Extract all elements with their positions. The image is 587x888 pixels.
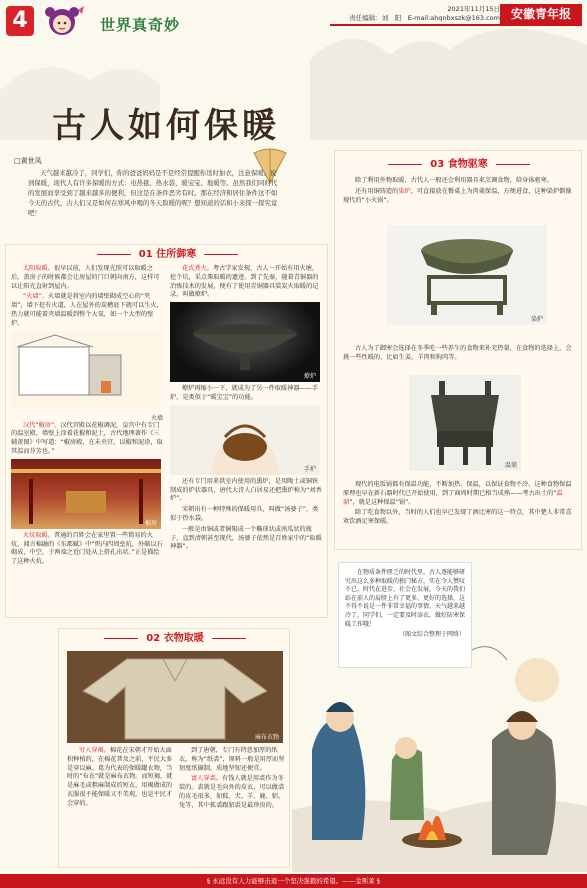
section-01-heading: 01 住所御寒 [6, 247, 329, 263]
bronze-brazier-icon [170, 302, 320, 382]
wen-ding-caption: 温鼎 [504, 462, 517, 469]
para-sun-heat: 太阳取暖。很早以前，人们发现光照可以取暖之后，盖房子的时候都会让房屋的门口朝向南方，这样可以让阳光直射到屋内。 [11, 265, 160, 290]
brazier-image [170, 302, 320, 382]
hand-warmer-icon [170, 405, 320, 475]
column-title: 世界真奇妙 [100, 16, 181, 34]
section-02-heading: 02 衣物取暖 [59, 631, 291, 647]
section-03-heading: 03 食物驱寒 [335, 157, 583, 173]
pepper-room-image [11, 459, 161, 529]
section-02-left-column [67, 747, 175, 811]
para-paper-clothes: 到了唐朝，专门有特意加厚的纸衣，称为“纸裘”，原料一般是用厚而坚韧度纸辗制，质地坚韧还便宜。 [179, 747, 285, 772]
section-01-right-column [170, 265, 324, 554]
ran-lu-stove-icon [387, 225, 547, 325]
linen-robe-icon [67, 651, 283, 743]
section-03-text-mid [343, 345, 575, 365]
para-brazier: 花式煮火。考古学家发现，古人一开始有用火塘，挖个坑，采点柴取暖的遗迹。到了先秦，随着青铜器的冶炼技术的发展，便有了使用青铜器具装炭火取暖的记录，叫做燎炉。 [170, 265, 319, 299]
para-hand-warmer: 燎炉再缩小一下，就成为了另一件取暖神器——手炉，是类似于“暖宝宝”的功能。 [170, 385, 319, 401]
fire-wall-diagram [11, 331, 161, 409]
section-02-panel [58, 628, 290, 868]
wen-ding-image [409, 375, 521, 471]
section-03-text-bottom [343, 481, 575, 529]
wen-ding-vessel-icon [409, 375, 521, 471]
article-title: 古人如何保暖 [52, 106, 280, 146]
linen-clothes-caption: 麻布衣物 [254, 734, 279, 741]
footer-quote: § 永远没有人力能够击退一个坚决强毅的希望。——金斯莱 § [0, 874, 587, 888]
pepper-room-caption: 椒房 [144, 519, 157, 527]
editor-info: 责任编辑：刘 阳 E-mail:ahqnbxszk@163.com [349, 14, 500, 22]
closing-text: 在物质条件匮乏的时代里，古人逐能够研究出这么多种取暖的独门秘方，实在令人赞叹不已。时代在进步，社会在发展，今天的我们站在前人的肩膀上有了更多、更好的选择，这不得不说是一件非常幸福的事情，天气越来越冷了，同学们，一定要及时添衣，做好防寒保暖工作哦！ [345, 569, 466, 628]
para-poor-clothes: 穷人穿褐。棉花在宋朝才开始大面积种植的，在棉花普及之前，平民大多是穿以麻、葛为代表的保暖罐衣物，当时的“布衣”就是麻布衣物。而短褐，就是麻毛或粗麻制成的短衣，用褐做成的衣服很不能保暖又不美观，也是平民才会穿的。 [67, 747, 173, 807]
hand-warmer-caption: 手炉 [303, 465, 316, 473]
header-rule [330, 24, 582, 26]
linen-clothes-image [67, 651, 283, 743]
newspaper-name: 安徽青年报 [500, 4, 582, 24]
para-rice-cooker: 现代的电饭锅都有保温功能，不断加热、保温，以保证食物不冷。这种食物保温原理也早在新石器时代已开始使用，到了商周时期已相当成熟——考古出土的“温鼎”，就是这种保温“锅”。 [343, 481, 572, 506]
para-warm-foods: 古人为了御寒会选择在冬季吃一些养生的食物来补充热量，在食物的选择上，会挑一些性暖的，比如生姜、羊肉和狗肉等。 [343, 345, 572, 361]
para-rich-clothes: 富人穿裘。有钱人就是用裘作为冬装的。裘就是毛向外的皮衣，可以做裘的皮毛很多，如狐、犬、羊、鹿、貂、兔等，其中狐裘跟貂裘是最珍贵的。 [179, 775, 285, 809]
section-01-left-column [11, 265, 163, 569]
article-intro: 天气越来越冷了，同学们，你的爸爸妈妈是不是经常提醒你迭时加衣，注意保暖。说到保暖，现代人有许多保暖的方式：电热毯、热水袋、暖宝宝、地暖等。虽然我们同时代的发展而享受到了越来越多的便利，但这是在条件恶劣有时。那在经济和居住条件这不如今天的古代，古人们又是如何在寒风中喝的冬天取暖的呢？想知道的话和小来探一探究竟吧！ [28, 169, 278, 217]
hand-warmer-image [170, 405, 320, 475]
closing-source: （图文综合整理于网络） [398, 631, 465, 639]
fire-wall-caption: 火墙 [150, 414, 163, 422]
fire-gathering-illustration [292, 640, 587, 872]
cartoon-girl-icon [38, 2, 94, 40]
para-incense-burner: 还有专门用来供室内使用的熏炉，是用陶土或铜铁制成的炉状器具，唐代大诗人白居易还把熏炉称为“刘香炉”。 [170, 477, 322, 503]
brazier-caption: 燎炉 [303, 373, 316, 381]
section-02-right-column [179, 747, 285, 813]
ran-lu-image [387, 225, 547, 325]
para-kang: 火炕取暖。普通的百姓会在家里置一些简易的火炕，闻言棉融的《东都赋》中“炽内四周垒炕，外砌以石砌成，中空，于两端之近门处从上搭孔出状。”正是描绘了这种火炕。 [11, 531, 163, 566]
issue-meta [330, 4, 500, 22]
issue-date: 2021年11月15日 [447, 5, 500, 13]
para-fire-wall: “火墙”。火墙就是将室内的墙壁砌成空心的“夹墙”，墙下挖有火道，人在屋外的炭槽底下就可以生火，热力就可能着夹墙温暖到整个大氧，如一个大型的壁炉。 [11, 293, 163, 327]
para-ran-lu: 还有用铜铸造的染炉，可直接放在餐桌上为肉羹保温，方便进食，这种染炉倒像现代的“小火锅”。 [343, 187, 572, 204]
para-tangpozi: 宋朝出有一种特殊的保暖用具，叫做“汤婆子”，类似于热水袋。 [170, 506, 319, 522]
page-number: 4 [6, 6, 34, 36]
section-01-panel [5, 244, 328, 618]
section-03-text-top [343, 177, 575, 207]
article-author: □黄世凤 [14, 157, 42, 165]
para-food-intro: 除了利用外物取暖，古代人一般还会利用器具来烹调食物，给身体驱寒。 [355, 177, 553, 184]
para-wine: 除了吃食物以外，当时的人们也早已发现了酒比寒的这一特点，其中楚人非常喜欢饮酒足寒保暖。 [343, 509, 572, 526]
section-03-panel [334, 150, 582, 550]
ran-lu-caption: 染炉 [530, 316, 543, 323]
para-tangpozi-detail: 一般是由铜或者铜锡成一个椭球状或南瓜状的瓶子，直到清朝甚至现代，汤婆子依然是百姓家中的“取暖神器”。 [170, 525, 322, 551]
para-pepper-room: 汉代“椒房”。汉代宫殿以花椒调泥，皇宫中有专门的温室殿。墙壁上涂着花椒和泥土，古代地理著作《三辅黄图》中写道：“椒房殿，在未央宫，以椒和泥涂，取其温而芬芳也。” [11, 421, 163, 455]
